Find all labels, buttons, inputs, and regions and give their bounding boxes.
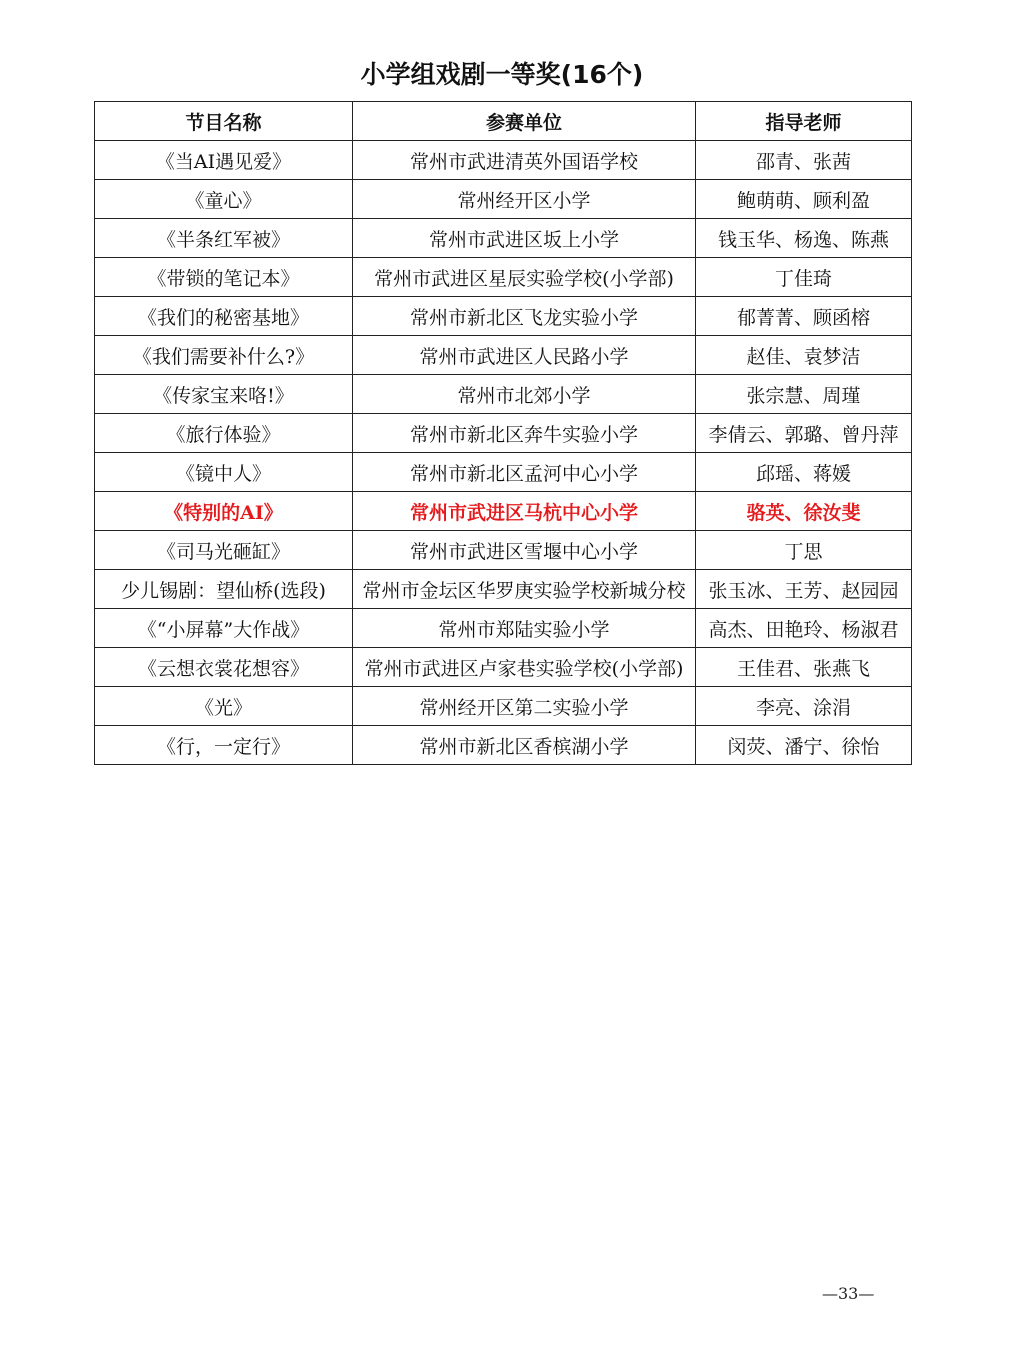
table-row <box>95 570 912 609</box>
unit-cell: 常州市武进区雪堰中心小学 <box>353 531 696 570</box>
teachers-cell: 邱瑶、蒋媛 <box>696 453 912 492</box>
table-row <box>95 414 912 453</box>
teachers-cell: 闵荧、潘宁、徐怡 <box>696 726 912 765</box>
program-cell: 《传家宝来咯!》 <box>95 375 353 414</box>
program-cell: 《行，一定行》 <box>95 726 353 765</box>
teachers-cell: 郁菁菁、顾函榕 <box>696 297 912 336</box>
program-cell: 少儿锡剧：望仙桥(选段) <box>95 570 353 609</box>
page-title: 小学组戏剧一等奖(16个) <box>360 60 644 89</box>
table-row <box>95 141 912 180</box>
unit-cell: 常州市新北区香槟湖小学 <box>353 726 696 765</box>
program-cell: 《我们需要补什么?》 <box>95 336 353 375</box>
teachers-cell: 高杰、田艳玲、杨淑君 <box>696 609 912 648</box>
table-row <box>95 297 912 336</box>
table-row <box>95 687 912 726</box>
table-row <box>95 453 912 492</box>
header-row <box>95 102 912 141</box>
unit-cell: 常州市新北区奔牛实验小学 <box>353 414 696 453</box>
header-unit: 参赛单位 <box>353 102 696 141</box>
unit-cell: 常州市郑陆实验小学 <box>353 609 696 648</box>
teachers-cell: 李倩云、郭璐、曾丹萍 <box>696 414 912 453</box>
teachers-cell: 张宗慧、周瑾 <box>696 375 912 414</box>
table-row <box>95 336 912 375</box>
teachers-cell: 张玉冰、王芳、赵园园 <box>696 570 912 609</box>
teachers-cell: 李亮、涂涓 <box>696 687 912 726</box>
table-row <box>95 531 912 570</box>
unit-cell: 常州市武进区马杭中心小学 <box>353 492 696 531</box>
program-cell: 《当AI遇见爱》 <box>95 141 353 180</box>
header-program: 节目名称 <box>95 102 353 141</box>
program-cell: 《“小屏幕”大作战》 <box>95 609 353 648</box>
teachers-cell: 邵青、张茜 <box>696 141 912 180</box>
program-cell: 《镜中人》 <box>95 453 353 492</box>
program-cell: 《云想衣裳花想容》 <box>95 648 353 687</box>
program-cell: 《童心》 <box>95 180 353 219</box>
teachers-cell: 丁思 <box>696 531 912 570</box>
unit-cell: 常州市武进清英外国语学校 <box>353 141 696 180</box>
teachers-cell: 王佳君、张燕飞 <box>696 648 912 687</box>
table-header <box>95 102 912 141</box>
unit-cell: 常州市金坛区华罗庚实验学校新城分校 <box>353 570 696 609</box>
unit-cell: 常州市北郊小学 <box>353 375 696 414</box>
awards-table <box>94 101 912 765</box>
program-cell: 《司马光砸缸》 <box>95 531 353 570</box>
unit-cell: 常州市武进区卢家巷实验学校(小学部) <box>353 648 696 687</box>
table-row <box>95 726 912 765</box>
table-row <box>95 180 912 219</box>
table-body <box>95 141 912 765</box>
teachers-cell: 骆英、徐汝斐 <box>696 492 912 531</box>
program-cell: 《特别的AI》 <box>95 492 353 531</box>
unit-cell: 常州市新北区孟河中心小学 <box>353 453 696 492</box>
header-teachers: 指导老师 <box>696 102 912 141</box>
unit-cell: 常州市武进区人民路小学 <box>353 336 696 375</box>
program-cell: 《半条红军被》 <box>95 219 353 258</box>
table-row <box>95 219 912 258</box>
unit-cell: 常州市武进区坂上小学 <box>353 219 696 258</box>
table-row-highlighted <box>95 492 912 531</box>
table-row <box>95 375 912 414</box>
program-cell: 《旅行体验》 <box>95 414 353 453</box>
table-row <box>95 648 912 687</box>
teachers-cell: 鲍萌萌、顾利盈 <box>696 180 912 219</box>
teachers-cell: 钱玉华、杨逸、陈燕 <box>696 219 912 258</box>
program-cell: 《光》 <box>95 687 353 726</box>
page-number: —33— <box>822 1284 875 1303</box>
teachers-cell: 丁佳琦 <box>696 258 912 297</box>
unit-cell: 常州经开区小学 <box>353 180 696 219</box>
teachers-cell: 赵佳、袁梦洁 <box>696 336 912 375</box>
table-row <box>95 609 912 648</box>
program-cell: 《带锁的笔记本》 <box>95 258 353 297</box>
table-row <box>95 258 912 297</box>
program-cell: 《我们的秘密基地》 <box>95 297 353 336</box>
unit-cell: 常州市新北区飞龙实验小学 <box>353 297 696 336</box>
unit-cell: 常州经开区第二实验小学 <box>353 687 696 726</box>
unit-cell: 常州市武进区星辰实验学校(小学部) <box>353 258 696 297</box>
